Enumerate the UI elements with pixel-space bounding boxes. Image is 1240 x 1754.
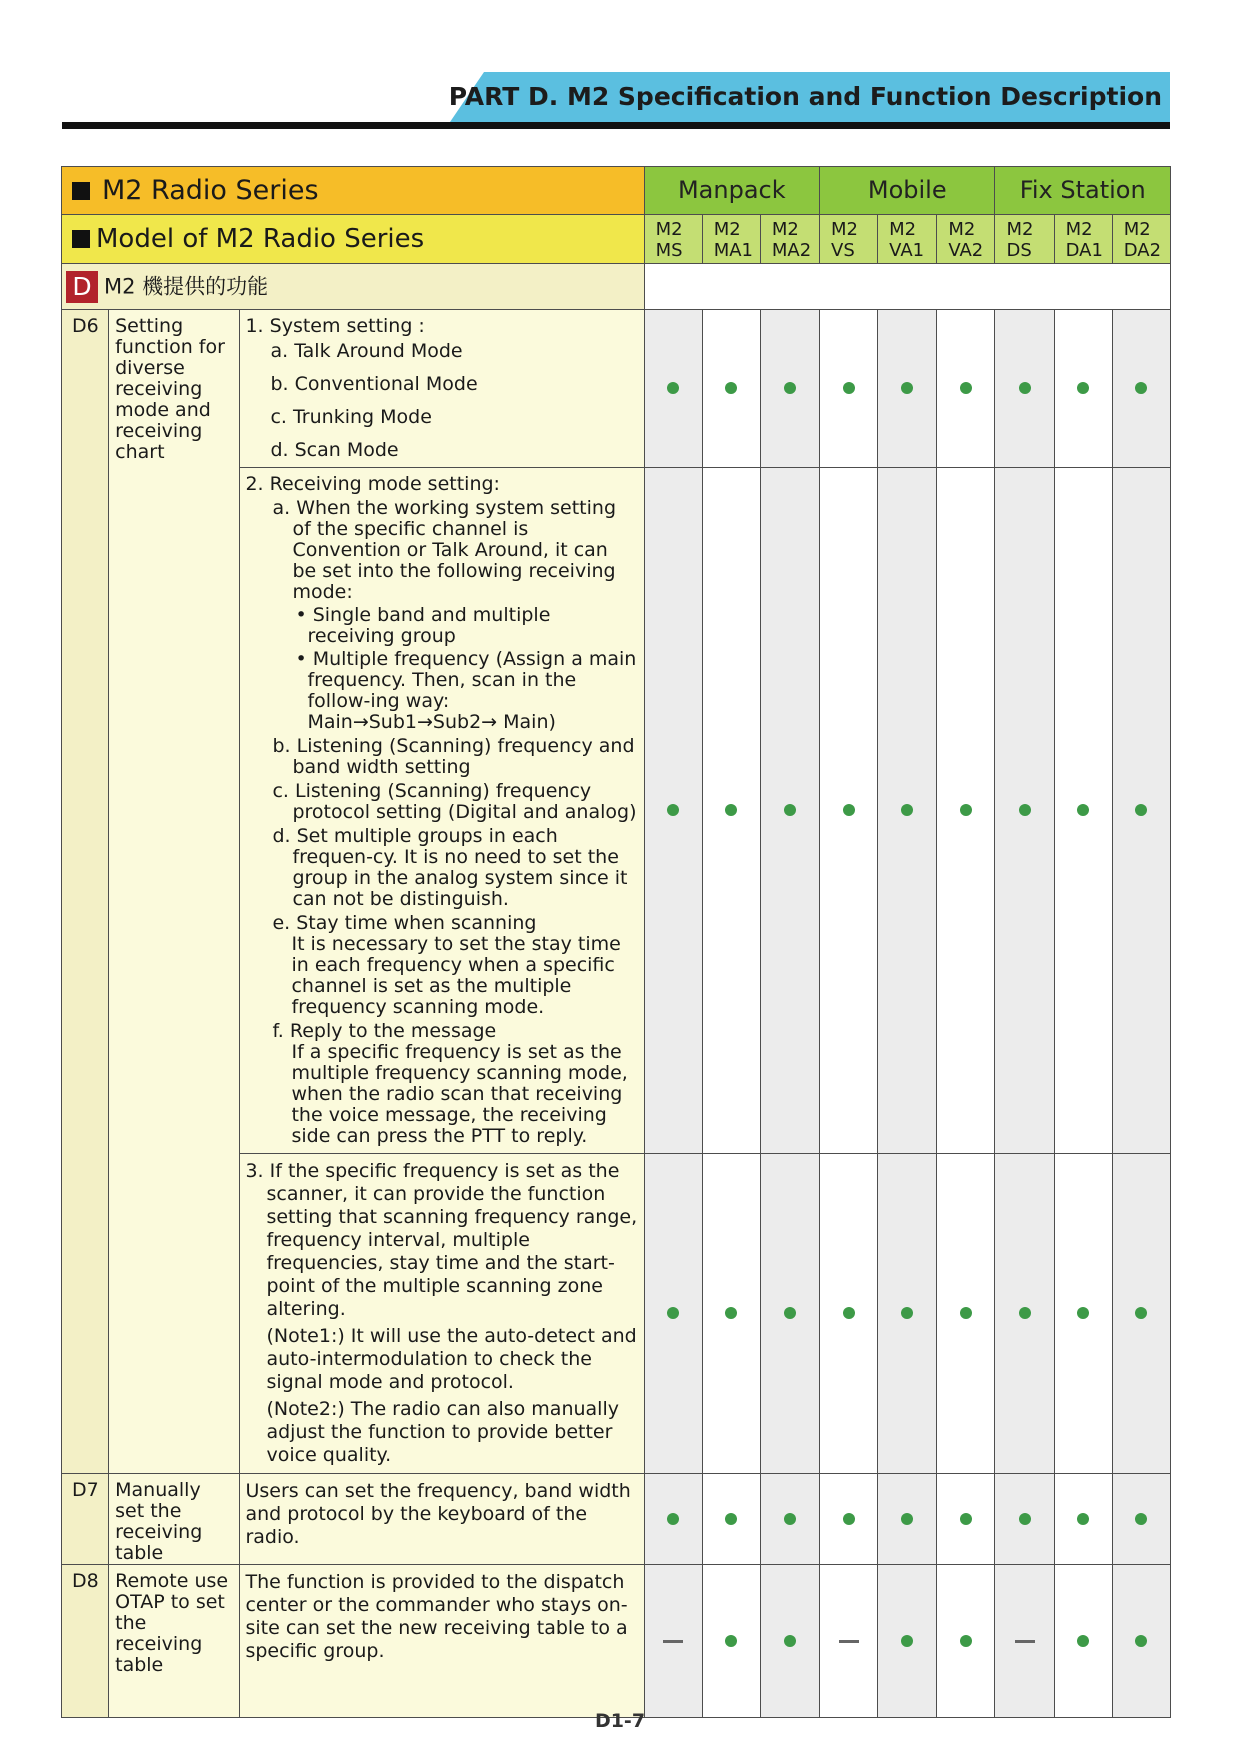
availability-cell: [760, 1474, 819, 1565]
model-m2-vs: [820, 215, 878, 264]
model-prefix: M2: [1123, 219, 1151, 240]
availability-cell: [1054, 1474, 1112, 1565]
square-bullet-icon: [72, 182, 90, 200]
model-prefix: M2: [831, 219, 858, 240]
available-dot-icon: [725, 1513, 737, 1525]
availability-cell: [820, 1154, 878, 1474]
group-manpack: Manpack: [644, 167, 819, 215]
row-code: D6: [62, 310, 109, 1474]
availability-cell: [644, 468, 702, 1154]
square-bullet-icon: [72, 230, 90, 248]
availability-cell: [995, 1565, 1054, 1718]
model-suffix: MS: [655, 240, 683, 261]
header-rule: [62, 122, 1170, 129]
section-badge: D: [66, 271, 98, 303]
section-title: M2 機提供的功能: [104, 274, 269, 298]
unavailable-dash-icon: [839, 1640, 859, 1643]
group-mobile: Mobile: [820, 167, 995, 215]
available-dot-icon: [901, 804, 913, 816]
model-suffix: DA2: [1123, 240, 1162, 261]
availability-cell: [937, 1154, 995, 1474]
table-row: [62, 1474, 1171, 1565]
list-item: b. Conventional Mode: [270, 373, 478, 395]
available-dot-icon: [843, 382, 855, 394]
availability-cell: [1054, 1565, 1112, 1718]
available-dot-icon: [1135, 382, 1147, 394]
availability-cell: [1112, 1474, 1170, 1565]
availability-cell: [878, 310, 937, 468]
availability-cell: [937, 1474, 995, 1565]
availability-cell: [760, 468, 819, 1154]
model-prefix: M2: [713, 219, 741, 240]
available-dot-icon: [960, 1307, 972, 1319]
available-dot-icon: [1135, 1513, 1147, 1525]
model-m2-ma2: [760, 215, 819, 264]
row-function: Remote use OTAP to set the receiving table: [109, 1565, 240, 1718]
availability-cell: [937, 468, 995, 1154]
row-function: Manually set the receiving table: [109, 1474, 240, 1565]
table-row: [62, 1565, 1171, 1718]
model-suffix: VA2: [948, 240, 984, 261]
available-dot-icon: [1019, 382, 1031, 394]
bullet-item: • Single band and multiple receiving group: [295, 604, 551, 647]
item-heading: 3. If the specific frequency is set as the scanner, it can provide the function setting that scanning frequency range, frequency interval, multiple frequencies, stay time and the start-point of the multiple scanning zone altering.: [245, 1160, 638, 1320]
model-suffix: DA1: [1065, 240, 1103, 261]
list-item: c. Trunking Mode: [270, 406, 432, 428]
bullet-item: • Multiple frequency (Assign a main frequency. Then, scan in the follow-ing way: Main→Sub1→Sub2→ Main): [295, 648, 637, 733]
available-dot-icon: [843, 1307, 855, 1319]
availability-cell: [702, 1154, 760, 1474]
model-prefix: M2: [1065, 219, 1093, 240]
available-dot-icon: [1077, 1307, 1089, 1319]
list-item: d. Set multiple groups in each frequen-cy. It is no need to set the group in the analog system since it can not be distinguish.: [272, 825, 628, 910]
available-dot-icon: [901, 1635, 913, 1647]
row-description: [240, 468, 644, 1154]
spec-table: [61, 166, 1171, 1718]
available-dot-icon: [725, 1635, 737, 1647]
available-dot-icon: [960, 382, 972, 394]
available-dot-icon: [843, 804, 855, 816]
availability-cell: [995, 1474, 1054, 1565]
availability-cell: [995, 1154, 1054, 1474]
availability-cell: [820, 1474, 878, 1565]
available-dot-icon: [843, 1513, 855, 1525]
available-dot-icon: [901, 382, 913, 394]
available-dot-icon: [1019, 804, 1031, 816]
available-dot-icon: [960, 1635, 972, 1647]
list-item: e. Stay time when scanning: [272, 912, 537, 934]
available-dot-icon: [784, 382, 796, 394]
note-text: (Note2:) The radio can also manually adjust the function to provide better voice quality.: [266, 1398, 619, 1466]
availability-cell: [760, 1154, 819, 1474]
available-dot-icon: [784, 1307, 796, 1319]
availability-cell: [702, 1565, 760, 1718]
availability-cell: [878, 1154, 937, 1474]
available-dot-icon: [960, 804, 972, 816]
row-description: Users can set the frequency, band width and protocol by the keyboard of the radio.: [240, 1474, 644, 1565]
section-row: [62, 264, 1171, 310]
availability-cell: [1112, 1154, 1170, 1474]
available-dot-icon: [784, 1513, 796, 1525]
model-m2-ds: [995, 215, 1054, 264]
available-dot-icon: [1019, 1513, 1031, 1525]
available-dot-icon: [1077, 1635, 1089, 1647]
availability-cell: [1054, 468, 1112, 1154]
item-heading: 2. Receiving mode setting:: [245, 473, 500, 495]
series-header: [62, 167, 645, 215]
available-dot-icon: [901, 1513, 913, 1525]
available-dot-icon: [725, 382, 737, 394]
availability-cell: [644, 310, 702, 468]
section-blank: [644, 264, 1170, 310]
available-dot-icon: [667, 1307, 679, 1319]
unavailable-dash-icon: [1015, 1640, 1035, 1643]
availability-cell: [1112, 468, 1170, 1154]
list-item: a. When the working system setting of the specific channel is Convention or Talk Around, it can be set into the following receiving mode:: [272, 497, 617, 603]
series-header-row: [62, 167, 1171, 215]
availability-cell: [820, 310, 878, 468]
page-number: D1-7: [594, 1710, 646, 1732]
model-label: Model of M2 Radio Series: [96, 224, 425, 254]
availability-cell: [1112, 1565, 1170, 1718]
availability-cell: [937, 1565, 995, 1718]
model-prefix: M2: [889, 219, 917, 240]
availability-cell: [760, 1565, 819, 1718]
model-suffix: VS: [831, 240, 855, 261]
model-suffix: DS: [1006, 240, 1032, 261]
list-item: f. Reply to the message: [272, 1020, 497, 1042]
availability-cell: [995, 310, 1054, 468]
availability-cell: [820, 468, 878, 1154]
note-text: (Note1:) It will use the auto-detect and auto-intermodulation to check the signal mode and protocol.: [266, 1325, 637, 1393]
model-prefix: M2: [771, 219, 799, 240]
available-dot-icon: [1077, 1513, 1089, 1525]
list-item: c. Listening (Scanning) frequency protocol setting (Digital and analog): [272, 780, 637, 823]
model-m2-da2: [1112, 215, 1170, 264]
availability-cell: [702, 468, 760, 1154]
model-prefix: M2: [655, 219, 683, 240]
available-dot-icon: [667, 804, 679, 816]
model-header: [62, 215, 645, 264]
available-dot-icon: [667, 382, 679, 394]
available-dot-icon: [1135, 804, 1147, 816]
model-m2-ma1: [702, 215, 760, 264]
availability-cell: [878, 1565, 937, 1718]
model-suffix: MA1: [713, 240, 753, 261]
section-header: [62, 264, 645, 310]
list-item-body: If a specific frequency is set as the multiple frequency scanning mode, when the radio scan that receiving the voice message, the receiving side can press the PTT to reply.: [291, 1041, 628, 1147]
row-code: D8: [62, 1565, 109, 1718]
availability-cell: [820, 1565, 878, 1718]
model-m2-ms: [644, 215, 702, 264]
available-dot-icon: [725, 804, 737, 816]
availability-cell: [937, 310, 995, 468]
table-row: [62, 310, 1171, 468]
row-code: D7: [62, 1474, 109, 1565]
availability-cell: [702, 1474, 760, 1565]
row-description: The function is provided to the dispatch center or the commander who stays on-site can set the new receiving table to a specific group.: [240, 1565, 644, 1718]
model-header-row: [62, 215, 1171, 264]
available-dot-icon: [784, 804, 796, 816]
model-m2-da1: [1054, 215, 1112, 264]
model-prefix: M2: [1006, 219, 1034, 240]
list-item: d. Scan Mode: [270, 439, 399, 461]
group-fix-station: Fix Station: [995, 167, 1171, 215]
available-dot-icon: [1135, 1635, 1147, 1647]
available-dot-icon: [725, 1307, 737, 1319]
model-m2-va1: [878, 215, 937, 264]
model-m2-va2: [937, 215, 995, 264]
available-dot-icon: [960, 1513, 972, 1525]
list-item-body: It is necessary to set the stay time in each frequency when a specific channel is set as the multiple frequency scanning mode.: [291, 933, 621, 1018]
available-dot-icon: [784, 1635, 796, 1647]
availability-cell: [995, 468, 1054, 1154]
available-dot-icon: [667, 1513, 679, 1525]
row-description: [240, 1154, 644, 1474]
list-item: b. Listening (Scanning) frequency and band width setting: [272, 735, 635, 778]
unavailable-dash-icon: [663, 1640, 683, 1643]
availability-cell: [1054, 1154, 1112, 1474]
row-function: Setting function for diverse receiving mode and receiving chart: [109, 310, 240, 1474]
available-dot-icon: [901, 1307, 913, 1319]
availability-cell: [644, 1474, 702, 1565]
list-item: a. Talk Around Mode: [270, 340, 463, 362]
series-label: M2 Radio Series: [102, 174, 319, 206]
availability-cell: [878, 1474, 937, 1565]
availability-cell: [702, 310, 760, 468]
available-dot-icon: [1135, 1307, 1147, 1319]
available-dot-icon: [1019, 1307, 1031, 1319]
availability-cell: [878, 468, 937, 1154]
availability-cell: [644, 1565, 702, 1718]
availability-cell: [644, 1154, 702, 1474]
model-suffix: VA1: [889, 240, 925, 261]
model-suffix: MA2: [771, 240, 812, 261]
availability-cell: [1112, 310, 1170, 468]
page-header-title: PART D. M2 Specification and Function Description: [448, 82, 1162, 111]
item-heading: 1. System setting :: [245, 315, 425, 337]
model-prefix: M2: [948, 219, 976, 240]
availability-cell: [760, 310, 819, 468]
availability-cell: [1054, 310, 1112, 468]
available-dot-icon: [1077, 382, 1089, 394]
available-dot-icon: [1077, 804, 1089, 816]
row-description: [240, 310, 644, 468]
